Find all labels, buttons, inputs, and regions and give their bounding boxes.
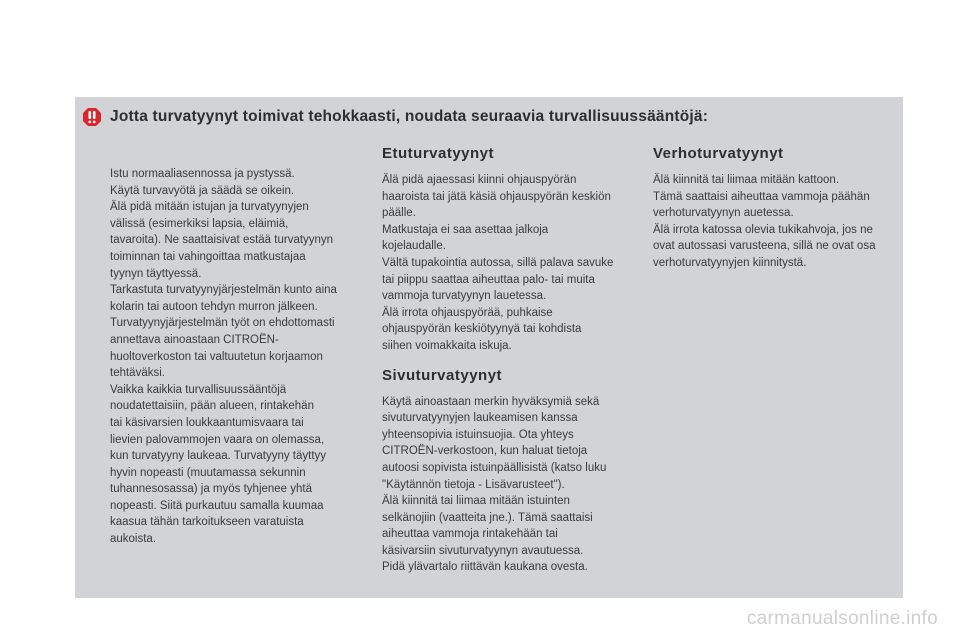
text-line: aiheuttaa vammoja rintakehään tai [382, 528, 558, 541]
text-line: annettava ainoastaan CITROËN- [110, 333, 279, 346]
text-line: Älä irrota katossa olevia tukikahvoja, jos ne [653, 223, 873, 236]
text-line: Käytä turvavyötä ja säädä se oikein. [110, 184, 295, 197]
text-line: Tämä saattaisi aiheuttaa vammoja päähän [653, 190, 870, 203]
text-line: Vältä tupakointia autossa, sillä palava savuke [382, 256, 614, 269]
text-line: Tarkastuta turvatyynyjärjestelmän kunto aina [110, 284, 337, 297]
text-line: tyynyn täyttyessä. [110, 267, 202, 280]
general-rules-text [110, 166, 337, 548]
text-line: "Käytännön tietoja - Lisävarusteet"). [382, 478, 565, 491]
front-airbags-text [382, 172, 613, 355]
text-line: vammoja turvatyynyn lauetessa. [382, 290, 547, 303]
warning-icon [82, 107, 102, 127]
front-airbags-title: Etuturvatyynyt [382, 145, 495, 162]
text-line: lievien palovammojen vaara on olemassa, [110, 433, 325, 446]
side-airbags-title: Sivuturvatyynyt [382, 366, 503, 384]
text-line: verhoturvatyynyjen kiinnitystä. [653, 256, 807, 269]
text-line: tehtäväksi. [110, 367, 165, 380]
text-line: kun turvatyyny laukeaa. Turvatyyny täyttyy [110, 450, 327, 463]
heading-row [82, 105, 894, 129]
text-line: Älä kiinnitä tai liimaa mitään istuinten [382, 495, 570, 508]
text-line: CITROËN-verkostoon, kun haluat tietoja [382, 445, 588, 458]
text-line: käsivarsiin sivuturvatyynyn avautuessa. [382, 544, 584, 557]
text-line: huoltoverkoston tai valtuutetun korjaamon [110, 350, 323, 363]
side-airbags-text [382, 394, 613, 577]
curtain-airbags-text [653, 172, 875, 272]
text-line: välissä (esimerkiksi lapsia, eläimiä, [110, 217, 289, 230]
watermark: carmanualsonline.info [746, 608, 938, 629]
text-line: hyvin nopeasti (muutamassa sekunnin [110, 466, 306, 479]
text-line: toiminnan tai vahingoittaa matkustajaa [110, 250, 306, 263]
text-line: kaasua tähän tarkoitukseen varatuista [110, 516, 304, 529]
text-line: aukoista. [110, 533, 157, 546]
text-line: Pidä ylävartalo riittävän kaukana ovesta. [382, 561, 588, 574]
text-line: Istu normaaliasennossa ja pystyssä. [110, 168, 295, 180]
curtain-airbags-title: Verhoturvatyynyt [653, 145, 784, 162]
text-line: tavaroita). Ne saattaisivat estää turvatyynyn [110, 234, 334, 247]
text-line: Turvatyynyjärjestelmän työt on ehdottomasti [110, 317, 335, 330]
text-line: kolarin tai autoon tehdyn murron jälkeen. [110, 300, 318, 313]
front-side-column [382, 144, 613, 576]
text-line: verhoturvatyynyn auetessa. [653, 207, 794, 220]
text-line: nopeasti. Siitä purkautuu samalla kuumaa [110, 499, 324, 512]
text-line: tai piippu saattaa aiheuttaa palo- tai muita [382, 273, 595, 286]
text-line: Älä pidä ajaessasi kiinni ohjauspyörän [382, 174, 577, 186]
text-line: Käytä ainoastaan merkin hyväksymiä sekä [382, 395, 600, 408]
text-line: Vaikka kaikkia turvallisuussääntöjä [110, 383, 287, 396]
text-line: Älä irrota ohjauspyörää, puhkaise [382, 306, 553, 319]
page-heading: Jotta turvatyynyt toimivat tehokkaasti, noudata seuraavia turvallisuussääntöjä: [110, 108, 709, 125]
text-line: sivuturvatyynyjen laukeamisen kanssa [382, 412, 578, 425]
text-line: noudatettaisiin, pään alueen, rintakehän [110, 400, 314, 413]
text-line: Älä pidä mitään istujan ja turvatyynyjen [110, 201, 309, 214]
text-line: yhteensopivia istuinsuojia. Ota yhteys [382, 428, 574, 441]
text-line: Älä kiinnitä tai liimaa mitään kattoon. [653, 174, 840, 186]
text-line: autoosi sopivista istuinpäällisistä (katso luku [382, 461, 607, 474]
text-line: ohjauspyörän keskiötyynyä tai kohdista [382, 323, 582, 336]
text-line: ovat autossasi varusteena, sillä ne ovat osa [653, 240, 876, 253]
text-line: tuhannesosassa) ja myös tyhjenee yhtä [110, 483, 313, 496]
text-line: tai käsivarsien loukkaantumisvaara tai [110, 416, 304, 429]
curtain-column [653, 144, 875, 272]
text-line: siihen voimakkaita iskuja. [382, 339, 512, 352]
general-rules-column [110, 166, 337, 548]
text-line: selkänojiin (vaatteita jne.). Tämä saattaisi [382, 511, 593, 524]
text-line: kojelaudalle. [382, 240, 446, 253]
text-line: päälle. [382, 207, 416, 220]
text-line: Matkustaja ei saa asettaa jalkoja [382, 223, 549, 236]
text-line: haaroista tai jätä käsiä ohjauspyörän keskiön [382, 190, 611, 203]
